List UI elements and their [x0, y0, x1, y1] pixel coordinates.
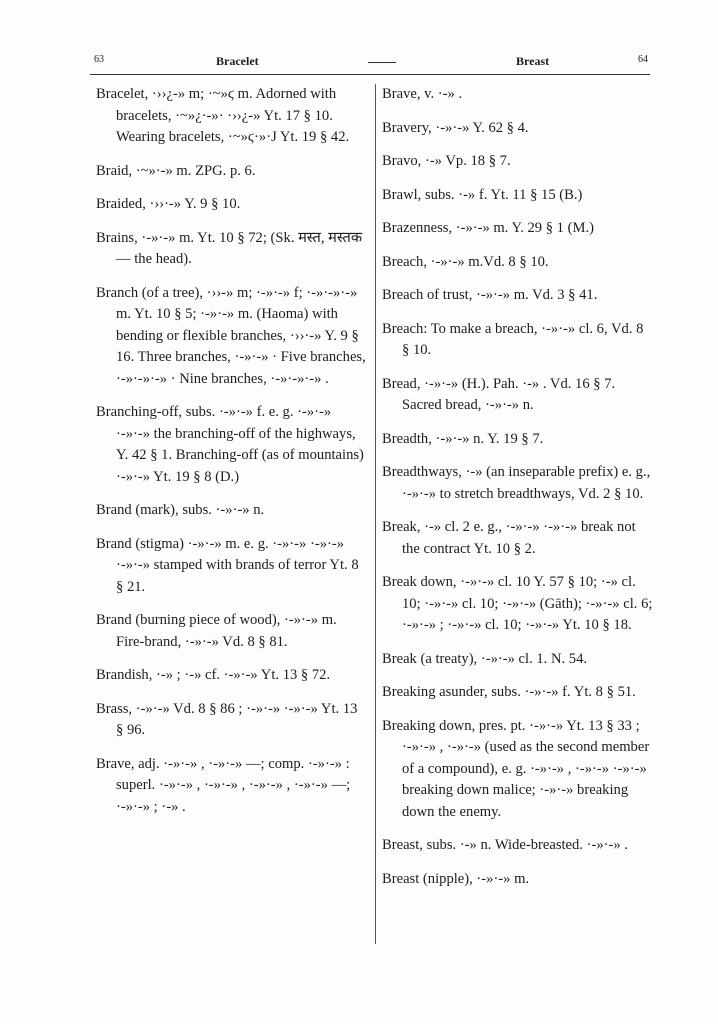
page-header	[88, 52, 648, 74]
entry: Bravery, ·-»·-» Y. 62 § 4.	[382, 119, 529, 136]
entry: Breaking asunder, subs. ·-»·-» f. Yt. 8 § 51.	[382, 684, 636, 700]
running-head-left: Bracelet	[216, 54, 259, 68]
left-column	[96, 84, 368, 830]
entry: Brains, ·-»·-» m. Yt. 10 § 72; (Sk. मस्त, मस्तक— the head).	[96, 229, 363, 267]
entry: Brand (mark), subs. ·-»·-» n.	[96, 502, 265, 518]
page-number-right: 64	[638, 54, 648, 65]
entry: Breadthways, ·-» (an inseparable prefix) e. g., ·-»·-» to stretch breadthways, Vd. 2 § 10.	[382, 464, 651, 502]
entry: Breach: To make a breach, ·-»·-» cl. 6, Vd. 8 § 10.	[382, 320, 644, 358]
right-column	[382, 84, 654, 902]
entry: Branch (of a tree), ·››-» m; ·-»·-» f; ·-»·-»·-» m. Yt. 10 § 5; ·-»·-» m. (Haoma) with bending or flexible branches, ·››·-» Y. 9 § 16. Three branches, ·-»·-» · Five branches, ·-»·-»·-» · Nine branches, ·-»·-»·-» .	[96, 284, 366, 387]
entry: Break down, ·-»·-» cl. 10 Y. 57 § 10; ·-» cl. 10; ·-»·-» cl. 10; ·-»·-» (Gāth); ·-»·-» cl. 6; ·-»·-» ; ·-»·-» cl. 10; ·-»·-» Yt. 10 § 18.	[382, 574, 653, 633]
running-head-right: Breast	[516, 54, 550, 68]
page-number-left: 63	[94, 54, 104, 65]
entry: Break, ·-» cl. 2 e. g., ·-»·-» ·-»·-» break not the contract Yt. 10 § 2.	[382, 519, 636, 557]
entry: Braided, ·››·-» Y. 9 § 10.	[96, 196, 241, 212]
entry: Brand (burning piece of wood), ·-»·-» m. Fire-brand, ·-»·-» Vd. 8 § 81.	[96, 612, 337, 650]
entry: Brazenness, ·-»·-» m. Y. 29 § 1 (M.)	[382, 220, 594, 236]
entry: Brandish, ·-» ; ·-» cf. ·-»·-» Yt. 13 § 72.	[96, 667, 331, 683]
entry: Breadth, ·-»·-» n. Y. 19 § 7.	[382, 430, 544, 447]
column-divider	[375, 84, 376, 944]
entry: Breast (nipple), ·-»·-» m.	[382, 870, 530, 887]
entry: Braid, ·~»·-» m. ZPG. p. 6.	[96, 162, 256, 179]
entry: Bravo, ·-» Vp. 18 § 7.	[382, 153, 511, 169]
entry: Bracelet, ·››¿-» m; ·~»ϛ m. Adorned with bracelets, ·~»¿·-»· ·››¿-» Yt. 17 § 10. Wearing bracelets, ·~»ϛ·»·J Yt. 19 § 42.	[96, 86, 350, 145]
entry: Break (a treaty), ·-»·-» cl. 1. N. 54.	[382, 650, 588, 667]
entry: Brand (stigma) ·-»·-» m. e. g. ·-»·-» ·-»·-» ·-»·-» stamped with brands of terror Yt. 8 § 21.	[96, 535, 359, 595]
header-dash	[368, 62, 396, 63]
entry: Breaking down, pres. pt. ·-»·-» Yt. 13 § 33 ; ·-»·-» , ·-»·-» (used as the second member of a compound), e. g. ·-»·-» , ·-»·-» ·-»·-» breaking down malice; ·-»·-» breaking down the enemy.	[382, 717, 650, 820]
entry: Breach, ·-»·-» m.Vd. 8 § 10.	[382, 253, 549, 270]
entry: Breach of trust, ·-»·-» m. Vd. 3 § 41.	[382, 287, 598, 303]
entry: Bread, ·-»·-» (H.). Pah. ·-» . Vd. 16 § 7. Sacred bread, ·-»·-» n.	[382, 375, 616, 413]
entry: Branching-off, subs. ·-»·-» f. e. g. ·-»·-» ·-»·-» the branching-off of the highways, Y. 42 § 1. Branching-off (as of mountains) ·-»·-» Yt. 19 § 8 (D.)	[96, 404, 364, 485]
entry: Brave, v. ·-» .	[382, 86, 463, 102]
header-rule	[90, 74, 650, 75]
entry: Breast, subs. ·-» n. Wide-breasted. ·-»·-» .	[382, 837, 628, 853]
entry: Brawl, subs. ·-» f. Yt. 11 § 15 (B.)	[382, 186, 583, 203]
entry: Brass, ·-»·-» Vd. 8 § 86 ; ·-»·-» ·-»·-» Yt. 13 § 96.	[96, 700, 358, 738]
entry: Brave, adj. ·-»·-» , ·-»·-» —; comp. ·-»·-» : superl. ·-»·-» , ·-»·-» , ·-»·-» , ·-»·-» —; ·-»·-» ; ·-» .	[96, 755, 351, 815]
